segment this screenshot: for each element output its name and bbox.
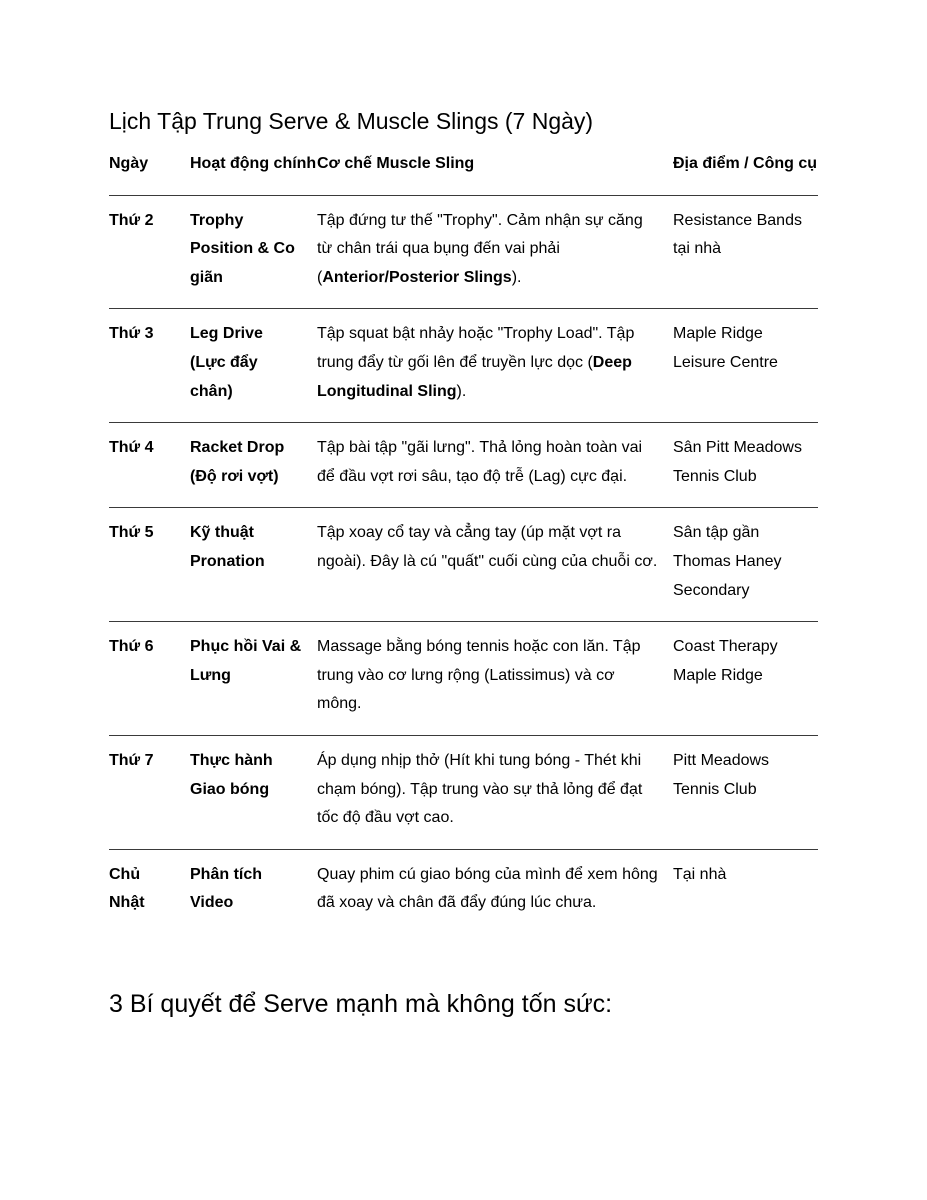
table-row	[109, 508, 818, 622]
table-row	[109, 309, 818, 423]
activity-cell: Phục hồi Vai & Lưng	[190, 638, 302, 684]
mechanism-cell: Massage bằng bóng tennis hoặc con lăn. Tập trung vào cơ lưng rộng (Latissimus) và cơ mông.	[317, 638, 641, 713]
header-location: Địa điểm / Công cụ	[673, 155, 818, 172]
location-cell: Resistance Bands tại nhà	[673, 211, 802, 258]
day-cell: Thứ 3	[109, 325, 154, 343]
activity-cell: Leg Drive (Lực đẩy chân)	[190, 325, 263, 400]
table-row	[109, 849, 818, 918]
header-day: Ngày	[109, 155, 149, 172]
activity-cell: Trophy Position & Co giãn	[190, 211, 295, 286]
activity-cell: Thực hành Giao bóng	[190, 751, 273, 798]
day-cell: Thứ 7	[109, 751, 154, 769]
day-cell: Thứ 6	[109, 638, 154, 656]
page-title: Lịch Tập Trung Serve & Muscle Slings (7 Ngày)	[109, 108, 594, 134]
day-cell: Thứ 5	[109, 524, 154, 542]
day-cell: Thứ 2	[109, 211, 154, 229]
location-cell: Sân tập gần Thomas Haney Secondary	[673, 524, 782, 599]
table-row	[109, 735, 818, 849]
mechanism-cell: Áp dụng nhịp thở (Hít khi tung bóng - Thét khi chạm bóng). Tập trung vào sự thả lỏng để đạt tốc độ đầu vợt cao.	[317, 751, 643, 827]
header-mechanism: Cơ chế Muscle Sling	[317, 155, 475, 172]
table-row	[109, 423, 818, 508]
table-header-row	[109, 150, 818, 195]
mechanism-cell: Tập bài tập "gãi lưng". Thả lỏng hoàn toàn vai để đầu vợt rơi sâu, tạo độ trễ (Lag) cực đại.	[317, 439, 643, 485]
table-row	[109, 195, 818, 309]
schedule-table	[109, 150, 818, 918]
mechanism-cell: Tập xoay cổ tay và cẳng tay (úp mặt vợt ra ngoài). Đây là cú "quất" cuối cùng của chuỗi cơ.	[317, 524, 658, 570]
activity-cell: Racket Drop (Độ rơi vợt)	[190, 439, 285, 485]
day-cell: Thứ 4	[109, 439, 154, 457]
activity-cell: Phân tích Video	[190, 865, 263, 912]
location-cell: Pitt Meadows Tennis Club	[673, 751, 770, 798]
location-cell: Maple Ridge Leisure Centre	[673, 325, 778, 371]
day-cell: Chủ Nhật	[109, 865, 145, 912]
mechanism-cell: Tập squat bật nhảy hoặc "Trophy Load". Tập trung đẩy từ gối lên để truyền lực dọc (Deep Longitudinal Sling).	[317, 325, 635, 400]
mechanism-cell: Tập đứng tư thế "Trophy". Cảm nhận sự căng từ chân trái qua bụng đến vai phải (Anterior/Posterior Slings).	[317, 211, 643, 286]
location-cell: Coast Therapy Maple Ridge	[673, 638, 778, 684]
table-row	[109, 622, 818, 736]
location-cell: Sân Pitt Meadows Tennis Club	[673, 439, 802, 485]
mechanism-cell: Quay phim cú giao bóng của mình để xem hông đã xoay và chân đã đẩy đúng lúc chưa.	[317, 865, 658, 912]
activity-cell: Kỹ thuật Pronation	[190, 524, 265, 570]
header-activity: Hoạt động chính	[190, 155, 317, 172]
section-heading: 3 Bí quyết để Serve mạnh mà không tốn sức:	[109, 990, 613, 1018]
location-cell: Tại nhà	[673, 865, 727, 883]
